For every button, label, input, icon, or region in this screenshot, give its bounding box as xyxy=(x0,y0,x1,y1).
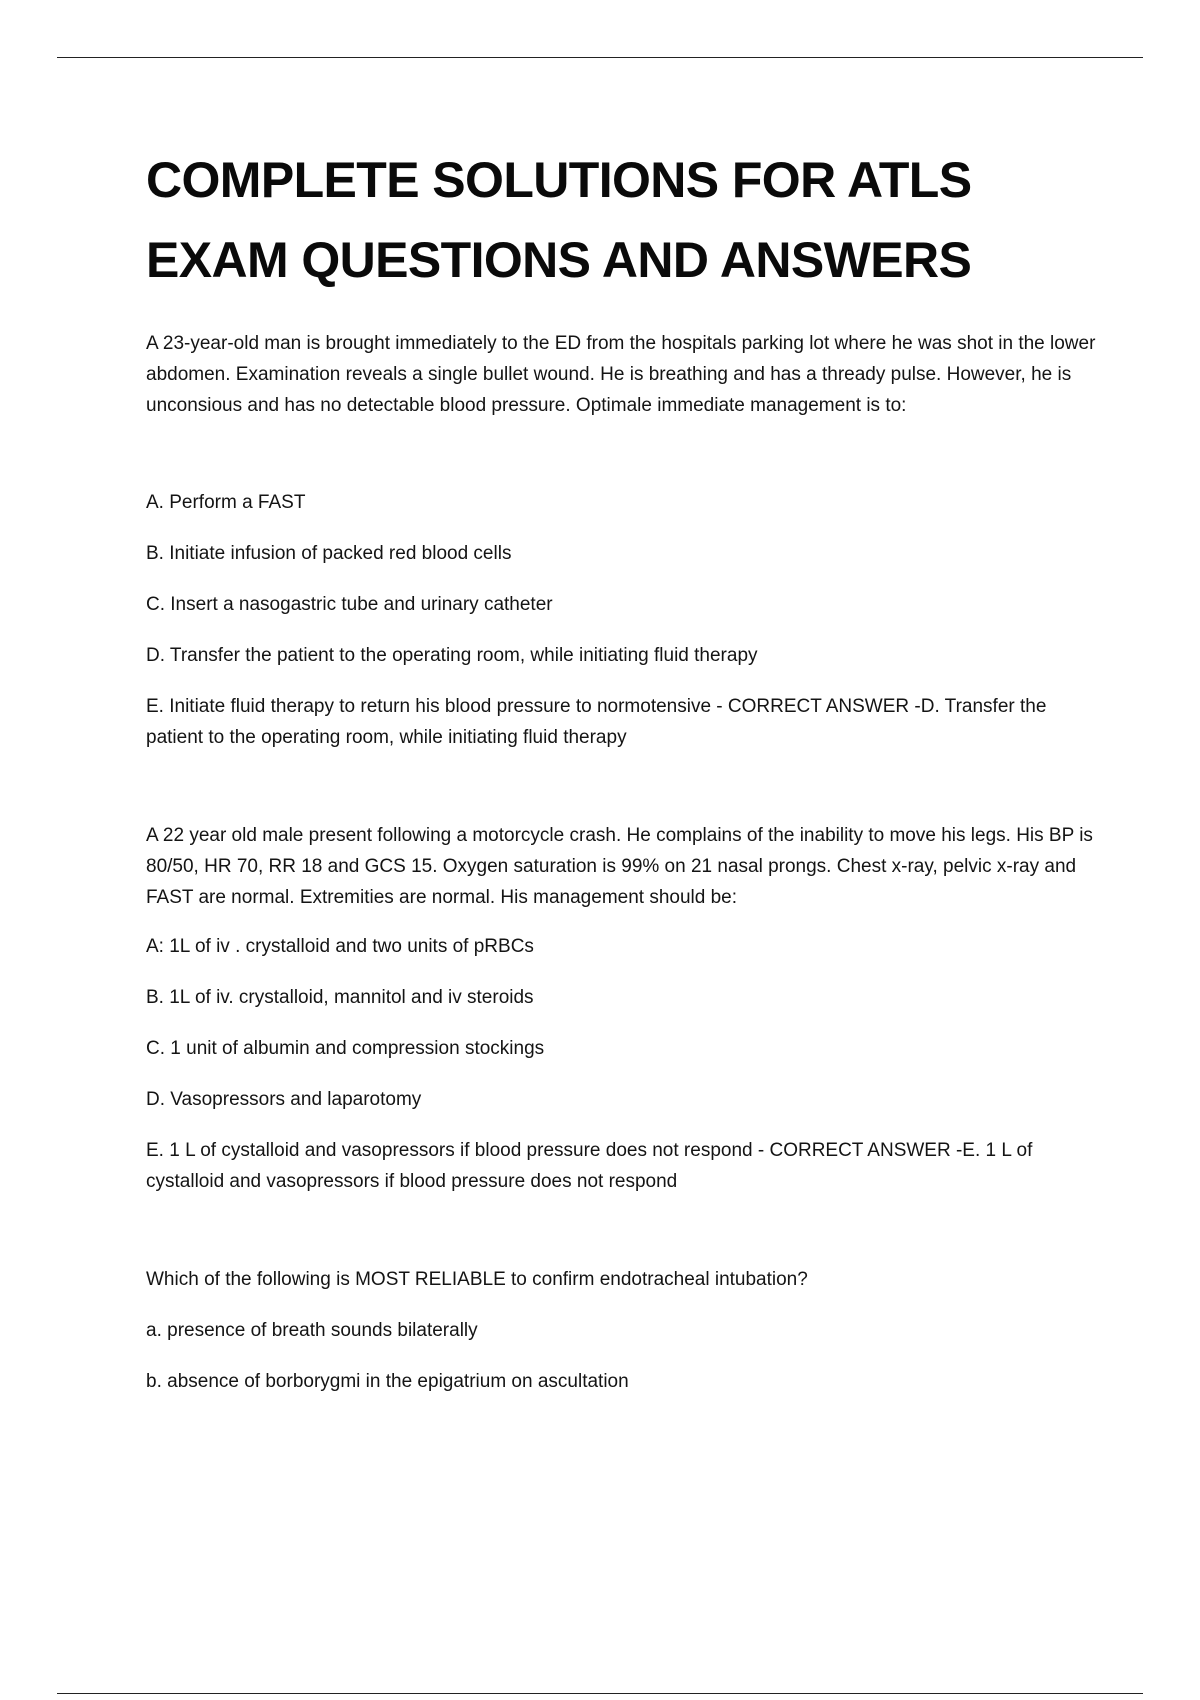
answer-option-with-correct-answer: E. Initiate fluid therapy to return his blood pressure to normotensive - CORRECT ANSWER -D. Transfer the patient to the operating room, while initiating fluid therapy xyxy=(146,696,1047,748)
question-stem: A 22 year old male present following a motorcycle crash. He complains of the inability to move his legs. His BP is 80/50, HR 70, RR 18 and GCS 15. Oxygen saturation is 99% on 21 nasal prongs. Chest x-ray, pelvic x-ray and FAST are normal. Extremities are normal. His management should be: xyxy=(146,825,1093,908)
answer-option: A: 1L of iv . crystalloid and two units of pRBCs xyxy=(146,936,534,957)
question-stem: A 23-year-old man is brought immediately to the ED from the hospitals parking lot where he was shot in the lower abdomen. Examination reveals a single bullet wound. He is breathing and has a thready pulse. However, he is unconsious and has no detectable blood pressure. Optimale immediate management is to: xyxy=(146,333,1096,416)
answer-option: B. 1L of iv. crystalloid, mannitol and iv steroids xyxy=(146,987,534,1008)
answer-option: b. absence of borborygmi in the epigatrium on ascultation xyxy=(146,1371,629,1392)
question-3 xyxy=(146,1264,1096,1397)
answer-option: A. Perform a FAST xyxy=(146,492,306,513)
answer-option: C. 1 unit of albumin and compression stockings xyxy=(146,1038,545,1059)
answer-option: a. presence of breath sounds bilaterally xyxy=(146,1320,478,1341)
top-rule xyxy=(57,57,1143,58)
answer-option: C. Insert a nasogastric tube and urinary catheter xyxy=(146,594,553,615)
document-page xyxy=(146,140,1096,1397)
answer-option: D. Transfer the patient to the operating room, while initiating fluid therapy xyxy=(146,645,758,666)
answer-option: D. Vasopressors and laparotomy xyxy=(146,1089,422,1110)
question-stem: Which of the following is MOST RELIABLE to confirm endotracheal intubation? xyxy=(146,1269,808,1290)
question-1 xyxy=(146,328,1096,753)
answer-option-with-correct-answer: E. 1 L of cystalloid and vasopressors if blood pressure does not respond - CORRECT ANSWER -E. 1 L of cystalloid and vasopressors if blood pressure does not respond xyxy=(146,1140,1033,1192)
document-title: COMPLETE SOLUTIONS FOR ATLS EXAM QUESTIONS AND ANSWERS xyxy=(146,152,972,288)
question-2 xyxy=(146,820,1096,1197)
bottom-rule xyxy=(57,1693,1143,1694)
answer-option: B. Initiate infusion of packed red blood cells xyxy=(146,543,512,564)
